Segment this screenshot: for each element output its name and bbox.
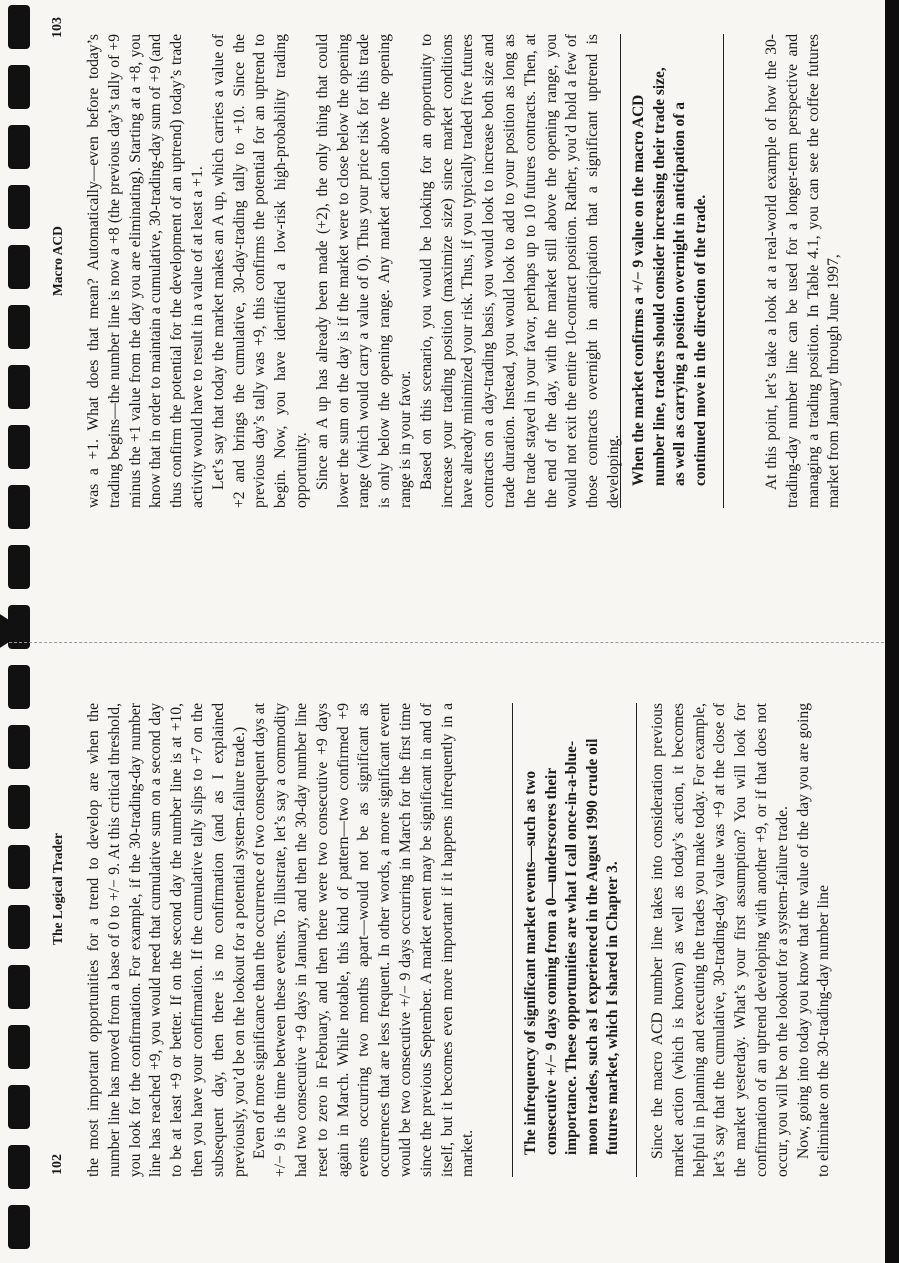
callout-box (620, 34, 724, 508)
page-number: 102 (50, 1154, 65, 1175)
paragraph: Since an A up has already been made (+2), the only thing that could lower the sum on the day is if the market were to close below the opening range (which would carry a value of 0). Thus your price risk for this trade is only below the opening range. Any market action above the opening range is in your favor. (313, 34, 414, 508)
text-column-top (84, 703, 479, 1177)
text-column-bottom (762, 34, 845, 508)
paragraph: At this point, let’s take a look at a real-world example of how the 30-trading-day number line can be used for a longer-term perspective and managing a trading position. In Table 4.1, you can see the coffee futures market from January through June 1997, (763, 34, 843, 508)
paragraph: Based on this scenario, you would be looking for an opportunity to increase your trading position (maximize size) since market conditions have already minimized your risk. Thus, if you typically traded five futures contracts on a day-trading basis, you would look to increase both size and trade duration. Instead, you would look to add to your position as long as the trade stayed in your favor, perhaps up to 10 futures contracts. Then, at the end of the day, with the market still above the opening range, you would not exit the entire 10-contract position. Rather, you’d hold a few of those contracts overnight in anticipation that a significant uptrend is developing. (417, 34, 622, 508)
paragraph: Now, going into today you know that the value of the day you are going to eliminate on the 30-trading-day number line (794, 703, 833, 1177)
page-number: 103 (50, 17, 65, 38)
callout-text: The infrequency of significant market events—such as two consecutive +/− 9 days coming from a 0—underscores their importance. These opportunities are what I call once-in-a-blue-moon trades, such as I experienced in the August 1990 crude oil futures market, which I shared in Chapter 3. (522, 738, 622, 1155)
left-page (0, 632, 899, 1263)
paragraph: was a +1. What does that mean? Automatically—even before today’s trading begins—the number line is now a +8 (the previous day’s tally of +9 minus the +1 value from the day you are eliminating). Starting at a +8, you know that in order to maintain a cumulative, 30-trading-day sum of +9 (and thus confirm the potential for the development of an uptrend) today’s trade activity would have to result in a value of at least a +1. (85, 34, 206, 508)
callout-box (512, 703, 637, 1177)
running-head: The Logical Trader (50, 833, 65, 945)
paragraph: Even of more significance than the occurrence of two consequent days at +/− 9 is the time between these events. To illustrate, let’s say a commodity had two consecutive +9 days in January, and then the 30-day number line reset to zero in February, and then there were two consecutive +9 days again in March. While notable, this kind of pattern—two confirmed +9 events occurring two months apart—would not be as significant as occurrences that are less frequent. In other words, a more significant event would be two consecutive +/− 9 days occurring in March for the first time since the previous September. A market event may be significant in and of itself, but it becomes even more important if it happens infrequently in a market. (251, 703, 477, 1177)
callout-text: When the market confirms a +/− 9 value on the macro ACD number line, traders should consider increasing their trade size, as well as carrying a position overnight in anticipation of a continued move in the direction of the trade. (630, 67, 709, 486)
paragraph: the most important opportunities for a trend to develop are when the number line has moved from a base of 0 to +/− 9. At this critical threshold, you look for the confirmation. For example, if the 30-trading-day number line has reached +9, you would need that cumulative sum on a second day to be at least +9 or better. If on the second day the number line is at +10, then you have your confirmation. If the cumulative tally slips to +7 on the subsequent day, then there is no confirmation (and as I explained previously, you’d be on the lookout for a potential system-failure trade.) (85, 703, 248, 1177)
running-head: Macro ACD (50, 226, 65, 296)
paragraph: Let’s say that today the market makes an A up, which carries a value of +2 and brings the cumulative, 30-day-trading tally to +10. Since the previous day’s tally was +9, this confirms the potential for an uptrend to begin. Now, you have identified a low-risk high-probability trading opportunity. (209, 34, 310, 508)
paragraph: Since the macro ACD number line takes into consideration previous market action (which is known) as well as today’s action, it becomes helpful in planning and executing the trades you make today. For example, let’s say that the cumulative, 30-trading-day value was +9 at the close of the market yesterday. What’s your first assumption? You will look for confirmation of an uptrend developing with another +9, or if that does not occur, you will be on the lookout for a system-failure trade. (649, 703, 791, 1177)
scan-edge (885, 0, 899, 1263)
text-column-top (84, 34, 625, 508)
text-column-bottom (648, 703, 835, 1177)
